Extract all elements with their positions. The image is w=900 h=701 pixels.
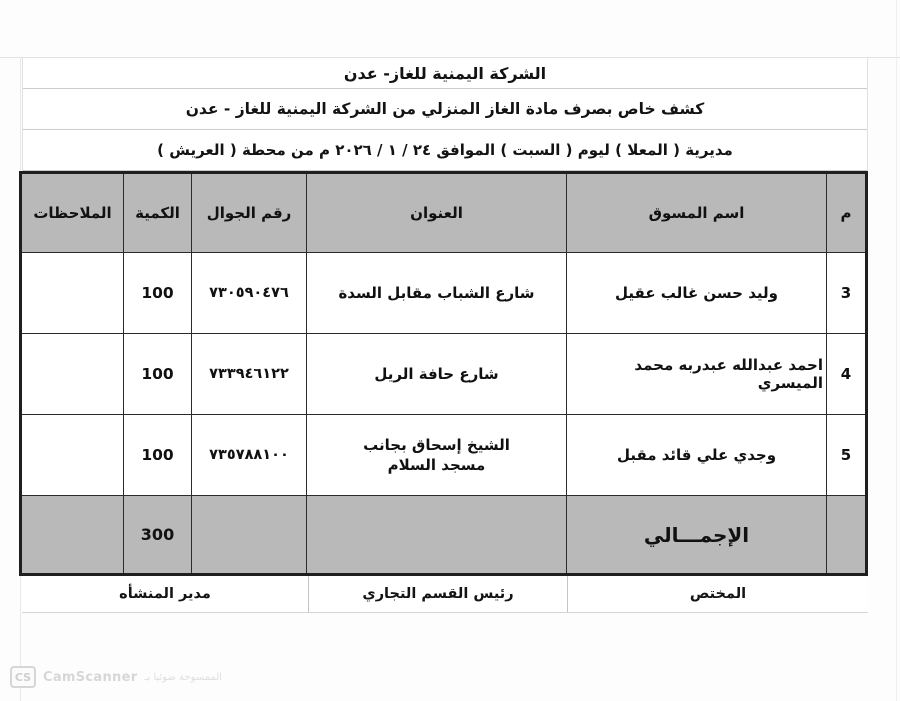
address-text: شارع الشباب مقابل السدة: [338, 284, 535, 302]
address-cell: [307, 334, 567, 415]
total-index-cell: [827, 496, 867, 575]
table-row: [21, 253, 867, 334]
quantity: 100: [124, 334, 192, 415]
notes-cell: [21, 253, 124, 334]
row-index: 4: [827, 334, 867, 415]
document-detail-line: مديرية ( المعلا ) ليوم ( السبت ) الموافق ٢٤ / ١ / ٢٠٢٦ م من محطة ( العريش ): [23, 130, 867, 171]
document-body: [22, 58, 868, 613]
table-row: [21, 415, 867, 496]
mobile-number: ٧٣٣٩٤٦١٢٢: [192, 334, 307, 415]
col-header-notes: الملاحظات: [21, 173, 124, 253]
scan-edge-right: [896, 0, 897, 701]
total-notes-cell: [21, 496, 124, 575]
quantity: 100: [124, 253, 192, 334]
mobile-number: ٧٣٠٥٩٠٤٧٦: [192, 253, 307, 334]
total-label: الإجمـــالي: [567, 496, 827, 575]
marketer-name: وجدي علي قائد مقبل: [567, 415, 827, 496]
camscanner-arabic-caption: الممسوحة ضوئيا بـ: [144, 671, 223, 683]
document-subtitle: كشف خاص بصرف مادة الغاز المنزلي من الشركة اليمنية للغاز - عدن: [23, 89, 867, 130]
table-header-row: [21, 173, 867, 253]
total-address-cell: [307, 496, 567, 575]
address-text: الشيخ إسحاق بجانب مسجد السلام: [363, 435, 510, 474]
document-header: [22, 58, 868, 171]
gas-distribution-table: [19, 171, 868, 576]
signatures-row: [22, 576, 868, 613]
notes-cell: [21, 415, 124, 496]
col-header-address: العنوان: [307, 173, 567, 253]
address-cell: [307, 415, 567, 496]
signature-facility-manager: مدير المنشأه: [119, 586, 211, 602]
address-text: شارع حافة الريل: [374, 365, 499, 383]
mobile-number: ٧٣٥٧٨٨١٠٠: [192, 415, 307, 496]
col-header-mobile-number: رقم الجوال: [192, 173, 307, 253]
col-header-index: م: [827, 173, 867, 253]
row-index: 3: [827, 253, 867, 334]
total-phone-cell: [192, 496, 307, 575]
marketer-name: احمد عبدالله عبدربه محمد الميسري: [567, 334, 827, 415]
row-index: 5: [827, 415, 867, 496]
camscanner-watermark: [10, 666, 222, 688]
signature-specialist: المختص: [689, 586, 747, 602]
total-quantity: 300: [124, 496, 192, 575]
signature-commercial-department-head: رئيس القسم التجاري: [308, 576, 568, 612]
camscanner-logo-icon: CS: [10, 666, 36, 688]
notes-cell: [21, 334, 124, 415]
quantity: 100: [124, 415, 192, 496]
total-row: [21, 496, 867, 575]
col-header-marketer-name: اسم المسوق: [567, 173, 827, 253]
camscanner-brand-text: CamScanner: [43, 669, 138, 685]
table-row: [21, 334, 867, 415]
col-header-quantity: الكمية: [124, 173, 192, 253]
company-title: الشركة اليمنية للغاز- عدن: [23, 58, 867, 89]
address-cell: [307, 253, 567, 334]
marketer-name: وليد حسن غالب عقيل: [567, 253, 827, 334]
